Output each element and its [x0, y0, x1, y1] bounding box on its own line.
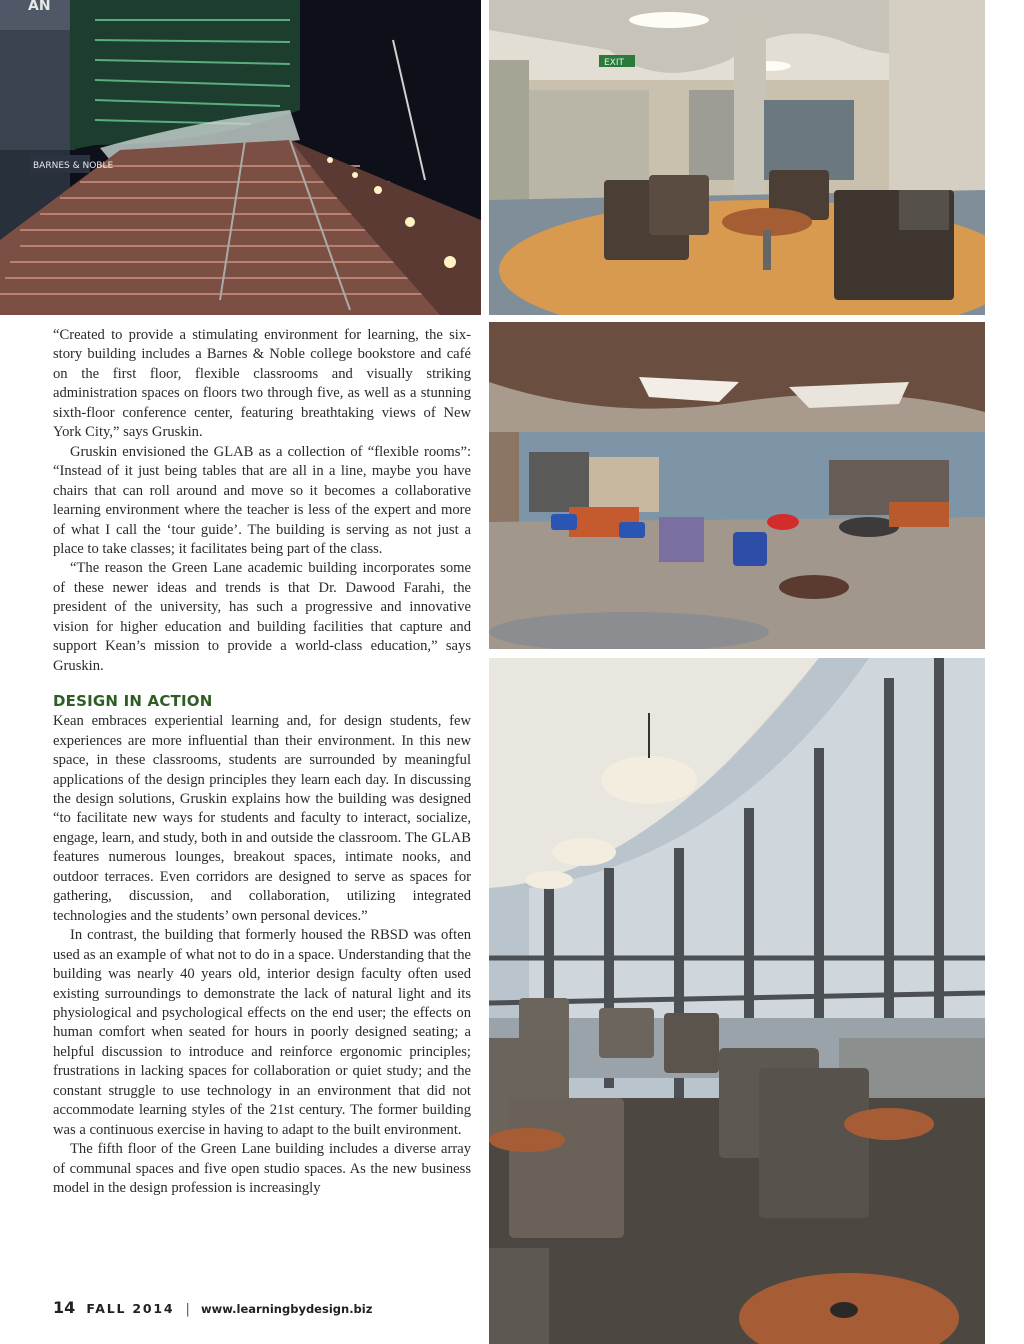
- issue-season: FALL 2014: [86, 1301, 175, 1316]
- photo-open-studio: [489, 322, 985, 649]
- article-paragraph: Kean embraces experiential learning and, for design students, few experiences are more influential than their environment. In this new space, in these classrooms, students are surrounded by meaningful applications of the design principles they learn each day. In discussing the design solutions, Gruskin explains how the building was designed “to facilitate new ways for students and faculty to interact, socialize, engage, learn, and study, both in and outside the classroom. The GLAB features numerous lounges, breakout spaces, intimate nooks, and outdoor terraces. Even corridors are designed to serve as spaces for gathering, discussion, and collaboration, utilizing integrated technologies and the students’ own personal devices.”: [53, 713, 471, 924]
- article-paragraph: The fifth floor of the Green Lane building includes a diverse array of communal spaces and five open studio spaces. As the new business model in the design profession is increasingly: [53, 1141, 471, 1197]
- page-number: 14: [53, 1298, 76, 1317]
- photo-exterior-staircase: [0, 0, 481, 315]
- exit-sign-text: EXIT: [604, 58, 625, 68]
- store-sign-text: BARNES & NOBLE: [33, 161, 114, 171]
- section-heading: DESIGN IN ACTION: [53, 692, 213, 711]
- photo-window-lounge: [489, 658, 985, 1344]
- article-paragraph: In contrast, the building that formerly housed the RBSD was often used as an example of what not to do in a space. Understanding that the building was nearly 40 years old, interior design faculty often used existing surroundings to demonstrate the lack of natural light and its physiological and psychological effects on the end user; the effects on human comfort when seated for hours in poorly designed seating; a helpful discussion to introduce and reinforce ergonomic principles; frustrations in lacking spaces for collaboration or quiet study; and the constant struggle to use technology in an environment that did not accommodate learning styles of the 21st century. The former building was a continuous exercise in having to adapt to the built environment.: [53, 927, 471, 1138]
- article-paragraph: “Created to provide a stimulating environment for learning, the six-story building includes a Barnes & Noble college bookstore and café on the first floor, flexible classrooms and visually striking administration spaces on floors two through five, as well as a stunning sixth-floor conference center, featuring breathtaking views of New York City,” says Gruskin.: [53, 327, 471, 441]
- article-paragraph: “The reason the Green Lane academic building incorporates some of these newer ideas and trends is that Dr. Dawood Farahi, the president of the university, has such a progressive and innovative vision for higher education and building facilities that capture and support Kean’s mission to provide a world-class education,” says Gruskin.: [53, 560, 471, 674]
- photo-lounge-corridor: [489, 0, 985, 315]
- website-url[interactable]: www.learningbydesign.biz: [201, 1302, 373, 1316]
- exterior-sign-text: AN: [28, 0, 51, 14]
- article-paragraph: Gruskin envisioned the GLAB as a collection of “flexible rooms”: “Instead of it just being tables that are all in a line, maybe you have chairs that can roll around and move so it becomes a collaborative learning environment where the teacher is less of the expert and more of what I call the ‘tour guide’. The building is serving as not just a place to take classes; it facilitates being part of the class.: [53, 443, 471, 557]
- page-footer: [53, 1298, 372, 1317]
- article-body: [53, 326, 471, 1198]
- footer-separator: |: [185, 1302, 190, 1317]
